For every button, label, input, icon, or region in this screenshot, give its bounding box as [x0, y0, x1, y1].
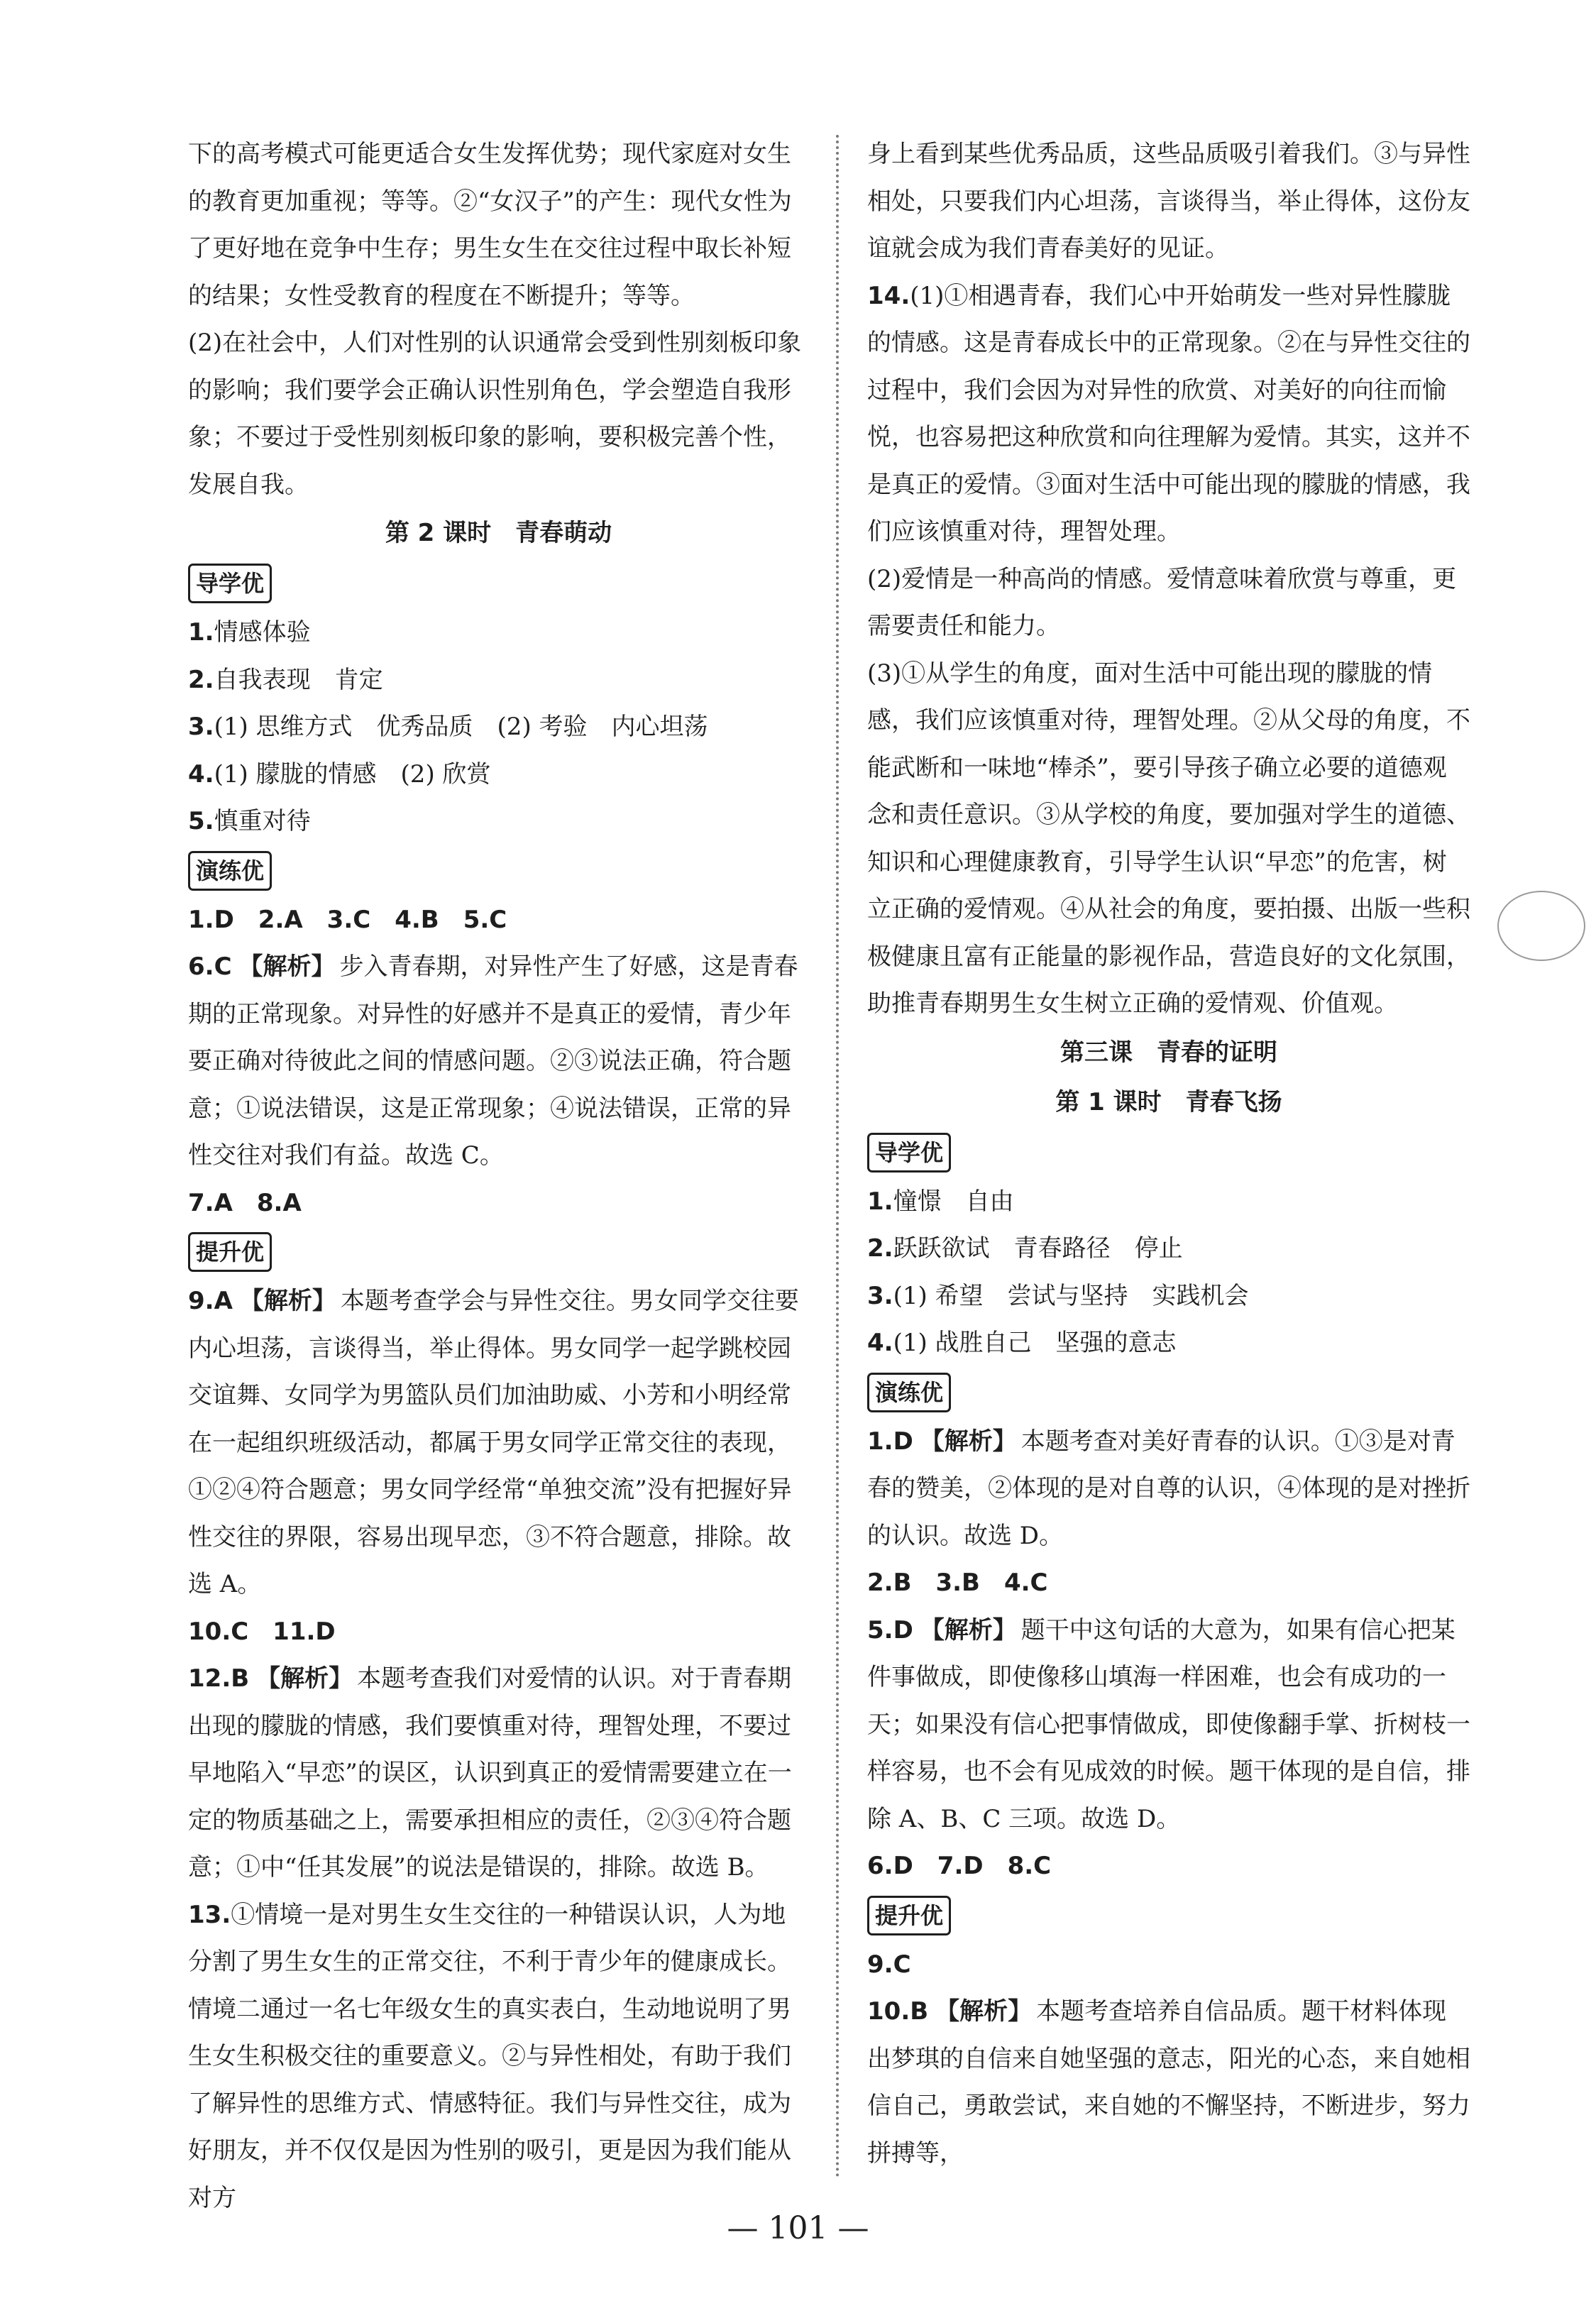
section-label-improve: 提升优: [867, 1896, 951, 1935]
list-item: 4.(1) 朦胧的情感 (2) 欣赏: [188, 759, 491, 789]
question-1: 1.D 【解析】 本题考查对美好青春的认识。①③是对青春的赞美，②体现的是对自尊的认识，④体现的是对挫折的认识。故选 D。: [867, 1427, 1470, 1550]
list-item: 2.跃跃欲试 青春路径 停止: [867, 1234, 1183, 1263]
lesson-title: 第 1 课时 青春飞扬: [1055, 1087, 1282, 1116]
question-5: 5.D 【解析】 题干中这句话的大意为，如果有信心把某件事做成，即使像移山填海一样困难，也会有成功的一天；如果没有信心把事情做成，即使像翻手掌、折树枝一样容易，也不会有见成效的时候。题干体现的是自信，排除 A、B、C 三项。故选 D。: [867, 1615, 1470, 1833]
question-12: 12.B 【解析】 本题考查我们对爱情的认识。对于青春期出现的朦胧的情感，我们要慎重对待，理智处理，不要过早地陷入“早恋”的误区，认识到真正的爱情需要建立在一定的物质基础之上，需要承担相应的责任，②③④符合题意；①中“任其发展”的说法是错误的，排除。故选 B。: [188, 1664, 792, 1882]
question-14: 14.(1)①相遇青春，我们心中开始萌发一些对异性朦胧的情感。这是青春成长中的正常现象。②在与异性交往的过程中，我们会因为对异性的欣赏、对美好的向往而愉悦，也容易把这种欣赏和向往理解为爱情。其实，这并不是真正的爱情。③面对生活中可能出现的朦胧的情感，我们应该慎重对待，理智处理。: [867, 281, 1470, 546]
list-item: 2.自我表现 肯定: [188, 665, 383, 694]
lesson-title: 第 2 课时 青春萌动: [385, 519, 612, 547]
list-item: 3.(1) 希望 尝试与坚持 实践机会: [867, 1281, 1249, 1310]
answer-line: 1.D 2.A 3.C 4.B 5.C: [188, 905, 507, 934]
question-6: 6.C 【解析】 步入青春期，对异性产生了好感，这是青春期的正常现象。对异性的好感并不是真正的爱情，青少年要正确对待彼此之间的情感问题。②③说法正确，符合题意；①说法错误，这是正常现象；④说法错误，正常的异性交往对我们有益。故选 C。: [188, 952, 798, 1170]
paragraph: 下的高考模式可能更适合女生发挥优势；现代家庭对女生的教育更加重视；等等。②“女汉子”的产生：现代女性为了更好地在竞争中生存；男生女生在交往过程中取长补短的结果；女性受教育的程度在不断提升；等等。: [188, 140, 792, 310]
paragraph: (2)在社会中，人们对性别的认识通常会受到性别刻板印象的影响；我们要学会正确认识性别角色，学会塑造自我形象；不要过于受性别刻板印象的影响，要积极完善个性，发展自我。: [188, 329, 802, 499]
answer-line: 10.C 11.D: [188, 1617, 336, 1646]
page-number: — 101 —: [727, 2210, 869, 2246]
list-item: 1.情感体验: [188, 618, 311, 647]
list-item: 4.(1) 战胜自己 坚强的意志: [867, 1329, 1177, 1357]
section-label-practice: 演练优: [867, 1373, 951, 1412]
list-item: 1.憧憬 自由: [867, 1187, 1014, 1216]
paragraph: (2)爱情是一种高尚的情感。爱情意味着欣赏与尊重，更需要责任和能力。: [867, 564, 1457, 640]
section-label-guide: 导学优: [188, 564, 272, 603]
answer-line: 6.D 7.D 8.C: [867, 1852, 1052, 1880]
section-label-guide: 导学优: [867, 1133, 951, 1173]
question-13: 13.①情境一是对男生女生交往的一种错误认识，人为地分割了男生女生的正常交往，不利于青少年的健康成长。情境二通过一名七年级女生的真实表白，生动地说明了男生女生积极交往的重要意义。②与异性相处，有助于我们了解异性的思维方式、情感特征。我们与异性交往，成为好朋友，并不仅仅是因为性别的吸引，更是因为我们能从对方: [188, 1900, 791, 2212]
answer-line: 7.A 8.A: [188, 1188, 302, 1217]
section-label-practice: 演练优: [188, 851, 272, 891]
column-divider: [836, 135, 839, 2179]
left-column: [188, 131, 809, 2222]
paragraph: (3)①从学生的角度，面对生活中可能出现的朦胧的情感，我们应该慎重对待，理智处理。②从父母的角度，不能武断和一味地“棒杀”，要引导孩子确立必要的道德观念和责任意识。③从学校的角度，要加强对学生的道德、知识和心理健康教育，引导学生认识“早恋”的危害，树立正确的爱情观。④从社会的角度，要拍摄、出版一些积极健康且富有正能量的影视作品，营造良好的文化氛围，助推青春期男生女生树立正确的爱情观、价值观。: [867, 659, 1470, 1018]
right-column: [867, 131, 1470, 2177]
unit-title: 第三课 青春的证明: [1060, 1038, 1277, 1067]
paragraph: 身上看到某些优秀品质，这些品质吸引着我们。③与异性相处，只要我们内心坦荡，言谈得当，举止得体，这份友谊就会成为我们青春美好的见证。: [867, 140, 1470, 263]
answer-line: 2.B 3.B 4.C: [867, 1569, 1048, 1597]
list-item: 5.慎重对待: [188, 807, 311, 835]
question-9: 9.A 【解析】 本题考查学会与异性交往。男女同学交往要内心坦荡，言谈得当，举止得体。男女同学一起学跳校园交谊舞、女同学为男篮队员们加油助威、小芳和小明经常在一起组织班级活动，都属于男女同学正常交往的表现，①②④符合题意；男女同学经常“单独交流”没有把握好异性交往的界限，容易出现早恋，③不符合题意，排除。故选 A。: [188, 1287, 799, 1598]
watermark-stamp-icon: [1497, 891, 1585, 961]
answer-line: 9.C: [867, 1950, 911, 1979]
section-label-improve: 提升优: [188, 1232, 272, 1272]
question-10: 10.B 【解析】 本题考查培养自信品质。题干材料体现出梦琪的自信来自她坚强的意志，阳光的心态，来自她相信自己，勇敢尝试，来自她的不懈坚持，不断进步，努力拼搏等，: [867, 1997, 1470, 2168]
list-item: 3.(1) 思维方式 优秀品质 (2) 考验 内心坦荡: [188, 713, 708, 741]
